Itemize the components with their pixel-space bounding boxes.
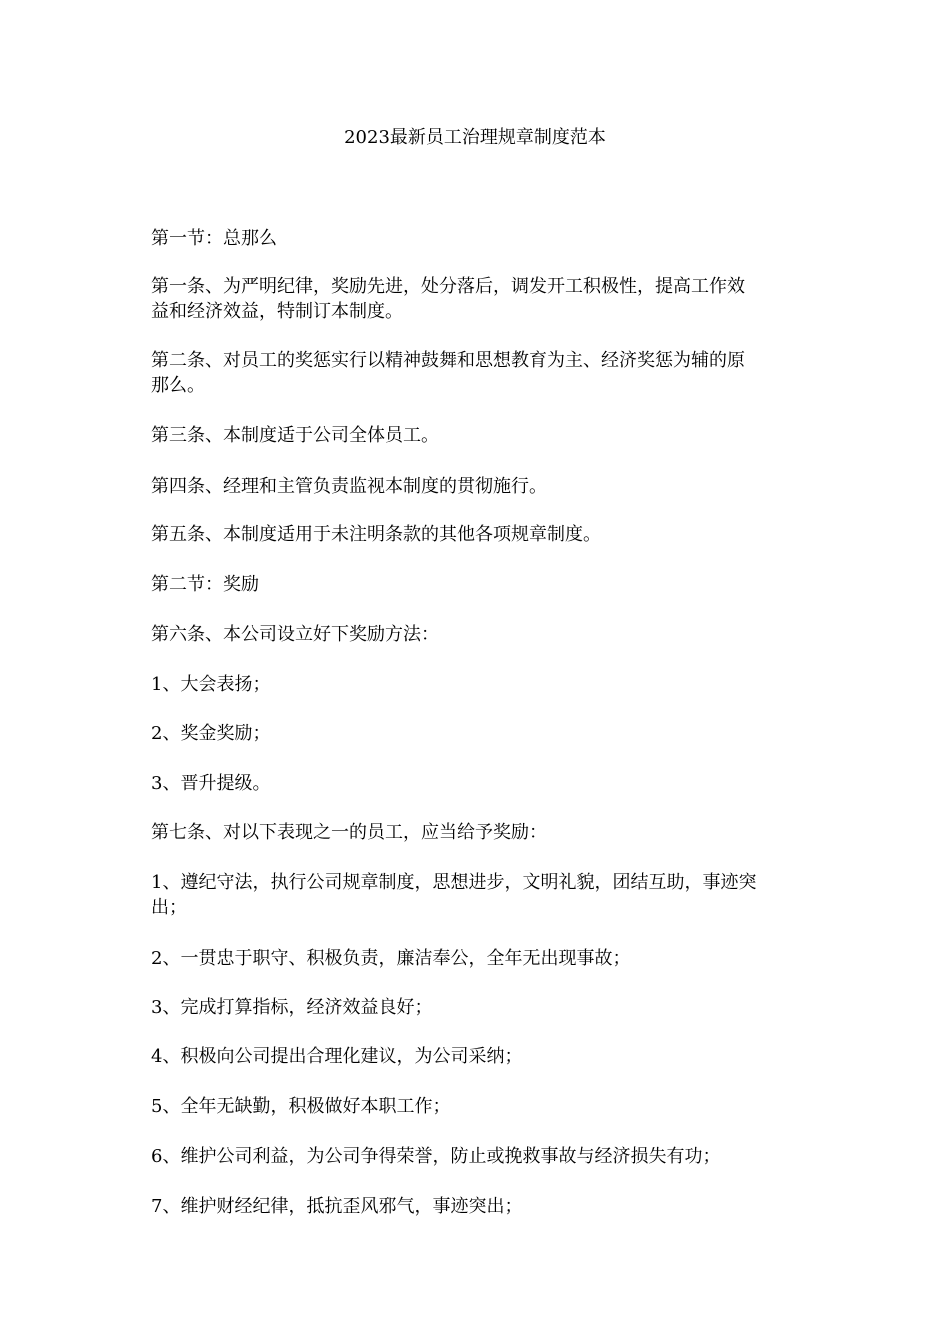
list-item: 3、晋升提级。	[151, 773, 271, 794]
article-4: 第四条、经理和主管负责监视本制度的贯彻施行。	[151, 476, 547, 497]
list-item: 2、一贯忠于职守、积极负责，廉洁奉公，全年无出现事故；	[151, 948, 631, 969]
section-heading-general: 第一节：总那么	[151, 228, 277, 249]
article-2: 第二条、对员工的奖惩实行以精神鼓舞和思想教育为主、经济奖惩为辅的原 那么。	[151, 350, 745, 396]
article-6: 第六条、本公司设立好下奖励方法：	[151, 624, 439, 645]
list-item: 1、大会表扬；	[151, 674, 271, 695]
list-item: 3、完成打算指标，经济效益良好；	[151, 997, 433, 1018]
document-title: 2023最新员工治理规章制度范本	[344, 127, 606, 148]
article-1: 第一条、为严明纪律，奖励先进，处分落后，调发开工积极性，提高工作效 益和经济效益，特制订本制度。	[151, 276, 745, 322]
list-item: 2、奖金奖励；	[151, 723, 271, 744]
article-7: 第七条、对以下表现之一的员工，应当给予奖励：	[151, 822, 547, 843]
list-item: 4、积极向公司提出合理化建议，为公司采纳；	[151, 1046, 523, 1067]
list-item: 7、维护财经纪律，抵抗歪风邪气，事迹突出；	[151, 1196, 523, 1217]
section-heading-rewards: 第二节：奖励	[151, 574, 259, 595]
list-item: 6、维护公司利益，为公司争得荣誉，防止或挽救事故与经济损失有功；	[151, 1146, 721, 1167]
list-item: 5、全年无缺勤，积极做好本职工作；	[151, 1096, 451, 1117]
list-item: 1、遵纪守法，执行公司规章制度，思想进步，文明礼貌，团结互助，事迹突 出；	[151, 872, 757, 918]
article-5: 第五条、本制度适用于未注明条款的其他各项规章制度。	[151, 524, 601, 545]
article-3: 第三条、本制度适于公司全体员工。	[151, 425, 439, 446]
